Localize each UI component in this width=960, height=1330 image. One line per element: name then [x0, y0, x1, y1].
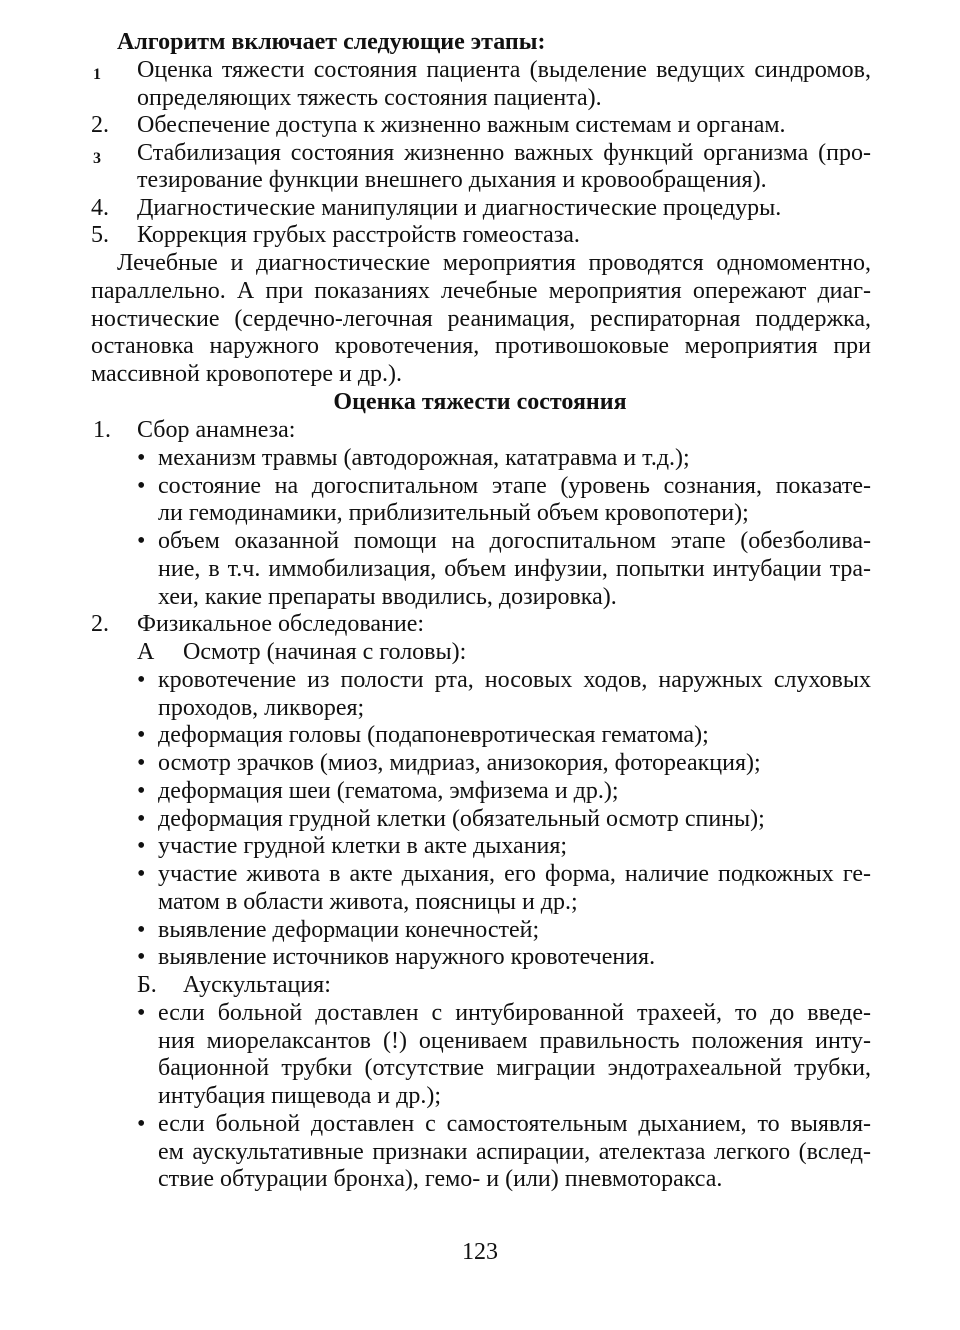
paragraph-line [0, 278, 960, 306]
bullet-text: деформация грудной клетки (обязательный осмотр спины); [158, 806, 765, 832]
section-title-line [0, 389, 960, 417]
bullet-item [0, 1000, 960, 1028]
bullet-item-continued [0, 584, 960, 612]
bullet-text: ли гемодинамики, приблизительный объем кровопотери); [158, 500, 749, 526]
algorithm-step-2 [0, 112, 960, 140]
page-number: 123 [462, 1239, 498, 1265]
bullet-text: ем аускультативные признаки аспирации, ателектаза легкого (вслед- [158, 1139, 871, 1165]
bullet-item [0, 861, 960, 889]
step-text: Стабилизация состояния жизненно важных функций организма (про- [137, 140, 871, 166]
bullet-text: ния миорелаксантов (!) оцениваем правильность положения инту- [158, 1028, 871, 1054]
algorithm-heading-line [0, 29, 960, 57]
bullet-item-continued [0, 1139, 960, 1167]
bullet-text: если больной доставлен с самостоятельным дыханием, то выявля- [158, 1111, 871, 1137]
section-2-heading [0, 611, 960, 639]
bullet-item [0, 1111, 960, 1139]
subsection-title: Осмотр (начиная с головы): [183, 639, 467, 665]
bullet-item-continued [0, 1166, 960, 1194]
subsection-letter: Б. [137, 972, 157, 998]
algorithm-step-3 [0, 140, 960, 168]
step-number: 1 [93, 66, 101, 83]
bullet-dot: • [137, 1000, 146, 1026]
bullet-item [0, 833, 960, 861]
section-number: 2. [91, 611, 109, 637]
bullet-text: интубация пищевода и др.); [158, 1083, 442, 1109]
bullet-item-continued [0, 695, 960, 723]
subsection-a-heading [0, 639, 960, 667]
bullet-item [0, 750, 960, 778]
paragraph-text: параллельно. А при показаниях лечебные мероприятия опережают диаг- [91, 278, 871, 304]
step-text: тезирование функции внешнего дыхания и кровообращения). [137, 167, 767, 193]
subsection-b-heading [0, 972, 960, 1000]
bullet-text: кровотечение из полости рта, носовых ходов, наружных слуховых [158, 667, 871, 693]
bullet-dot: • [137, 778, 146, 804]
paragraph-text: Лечебные и диагностические мероприятия проводятся одномоментно, [117, 250, 871, 276]
bullet-dot: • [137, 861, 146, 887]
step-text: определяющих тяжесть состояния пациента). [137, 85, 602, 111]
step-text: Диагностические манипуляции и диагностические процедуры. [137, 195, 782, 221]
bullet-text: ствие обтурации бронха), гемо- и (или) пневмоторакса. [158, 1166, 723, 1192]
bullet-dot: • [137, 722, 146, 748]
algorithm-step-3-continued [0, 167, 960, 195]
paragraph-line [0, 333, 960, 361]
bullet-item-continued [0, 889, 960, 917]
bullet-item [0, 667, 960, 695]
bullet-text: выявление источников наружного кровотечения. [158, 944, 656, 970]
bullet-dot: • [137, 944, 146, 970]
bullet-text: деформация головы (подапоневротическая гематома); [158, 722, 709, 748]
bullet-text: ние, в т.ч. иммобилизация, объем инфузии, попытки интубации тра- [158, 556, 871, 582]
step-number: 3 [93, 150, 101, 167]
bullet-item [0, 473, 960, 501]
algorithm-step-5 [0, 222, 960, 250]
bullet-text: осмотр зрачков (миоз, мидриаз, анизокория, фотореакция); [158, 750, 761, 776]
algorithm-step-4 [0, 195, 960, 223]
bullet-dot: • [137, 806, 146, 832]
bullet-dot: • [137, 750, 146, 776]
section-number: 1. [93, 417, 111, 443]
bullet-item [0, 722, 960, 750]
bullet-item [0, 944, 960, 972]
paragraph-line [0, 361, 960, 389]
bullet-dot: • [137, 667, 146, 693]
bullet-item [0, 806, 960, 834]
paragraph-text: остановка наружного кровотечения, противошоковые мероприятия при [91, 333, 871, 359]
algorithm-step-1 [0, 57, 960, 85]
bullet-dot: • [137, 528, 146, 554]
bullet-item-continued [0, 500, 960, 528]
paragraph-line [0, 250, 960, 278]
bullet-text: механизм травмы (автодорожная, кататравма и т.д.); [158, 445, 690, 471]
bullet-text: состояние на догоспитальном этапе (уровень сознания, показате- [158, 473, 871, 499]
bullet-text: объем оказанной помощи на догоспитальном этапе (обезболива- [158, 528, 871, 554]
bullet-item-continued [0, 556, 960, 584]
section-title-text: Физикальное обследование: [137, 611, 425, 637]
bullet-item [0, 528, 960, 556]
step-text: Коррекция грубых расстройств гомеостаза. [137, 222, 580, 248]
bullet-dot: • [137, 445, 146, 471]
bullet-text: деформация шеи (гематома, эмфизема и др.); [158, 778, 619, 804]
bullet-text: матом в области живота, поясницы и др.; [158, 889, 578, 915]
bullet-item [0, 445, 960, 473]
section-title-text: Сбор анамнеза: [137, 417, 296, 443]
paragraph-text: массивной кровопотере и др.). [91, 361, 403, 387]
bullet-item-continued [0, 1055, 960, 1083]
algorithm-step-1-continued [0, 85, 960, 113]
step-number: 5. [91, 222, 109, 248]
paragraph-line [0, 306, 960, 334]
bullet-text: участие живота в акте дыхания, его форма, наличие подкожных ге- [158, 861, 871, 887]
subsection-letter: А [137, 639, 155, 665]
bullet-item-continued [0, 1028, 960, 1056]
bullet-item [0, 778, 960, 806]
step-number: 4. [91, 195, 109, 221]
section-1-heading [0, 417, 960, 445]
bullet-text: участие грудной клетки в акте дыхания; [158, 833, 568, 859]
bullet-dot: • [137, 473, 146, 499]
step-text: Обеспечение доступа к жизненно важным системам и органам. [137, 112, 786, 138]
section-title: Оценка тяжести состояния [333, 389, 627, 415]
step-number: 2. [91, 112, 109, 138]
bullet-text: бационной трубки (отсутствие миграции эндотрахеальной трубки, [158, 1055, 871, 1081]
bullet-text: проходов, ликворея; [158, 695, 365, 721]
algorithm-heading: Алгоритм включает следующие этапы: [117, 29, 546, 55]
step-text: Оценка тяжести состояния пациента (выделение ведущих синдромов, [137, 57, 871, 83]
bullet-item-continued [0, 1083, 960, 1111]
bullet-item [0, 917, 960, 945]
bullet-dot: • [137, 833, 146, 859]
bullet-text: если больной доставлен с интубированной трахеей, то до введе- [158, 1000, 871, 1026]
bullet-text: выявление деформации конечностей; [158, 917, 540, 943]
bullet-dot: • [137, 1111, 146, 1137]
bullet-text: хеи, какие препараты вводились, дозировка). [158, 584, 617, 610]
bullet-dot: • [137, 917, 146, 943]
paragraph-text: ностические (сердечно-легочная реанимация, респираторная поддержка, [91, 306, 871, 332]
subsection-title: Аускультация: [183, 972, 331, 998]
